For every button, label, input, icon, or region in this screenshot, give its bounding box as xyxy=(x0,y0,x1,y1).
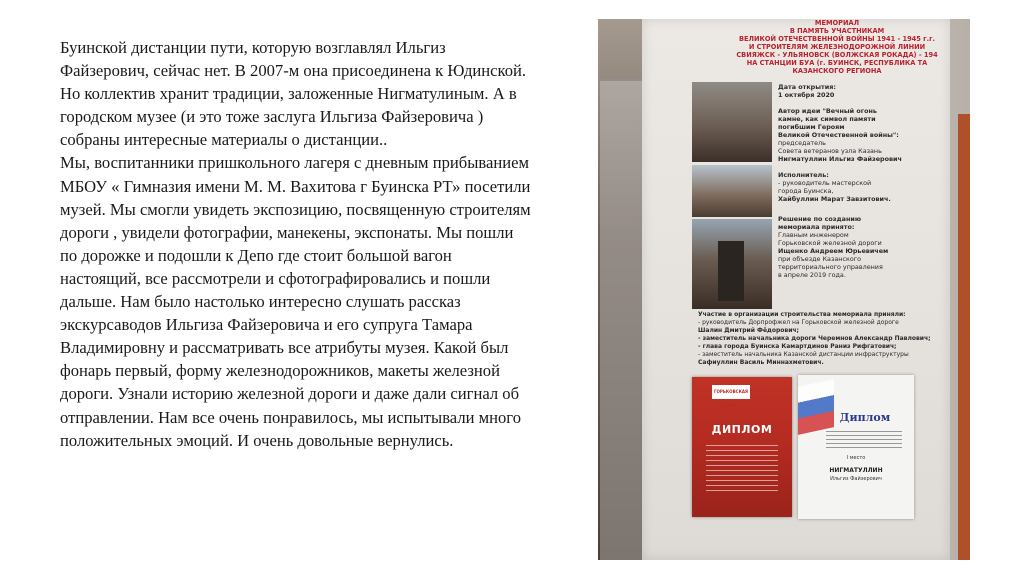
banner-info-line: - глава города Буинска Камартдинов Раниз Рифгатович; xyxy=(698,343,897,350)
diploma-place: I место xyxy=(846,455,866,461)
banner-info-line: погибшим Героям xyxy=(778,123,845,131)
glass-display-case xyxy=(600,79,646,560)
diploma-white-title: Диплом xyxy=(839,411,891,424)
banner-info-line: Хайбуллин Марат Завзитович. xyxy=(778,195,891,203)
article-text xyxy=(60,36,532,452)
banner-heading-line: КАЗАНСКОГО РЕГИОНА xyxy=(792,67,882,75)
banner-heading-line: В ПАМЯТЬ УЧАСТНИКАМ xyxy=(789,27,885,35)
banner-info-line: Ищенко Андреем Юрьевичем xyxy=(778,247,889,255)
banner-info-top xyxy=(778,83,938,203)
banner-info-line: Главным инженером xyxy=(778,231,849,239)
banner-info-line: города Буинска, xyxy=(778,187,834,195)
memorial-banner xyxy=(642,19,950,560)
banner-info-line: председатель xyxy=(778,139,826,147)
banner-info-line: Нигматуллин Ильгиз Файзерович xyxy=(778,155,902,163)
banner-info-line: мемориала принято: xyxy=(778,223,855,231)
banner-info-line: Совета ветеранов узла Казань xyxy=(778,147,882,155)
diploma-white-text-lines xyxy=(826,431,902,451)
banner-heading-line: НА СТАНЦИИ БУА (г. БУИНСК, РЕСПУБЛИКА ТА xyxy=(746,59,928,67)
diploma-white xyxy=(798,375,914,519)
diploma-red-title: ДИПЛОМ xyxy=(711,423,773,436)
banner-info-line: Шалин Дмитрий Фёдорович; xyxy=(698,327,799,334)
diploma-name-sub: Ильгиз Файзерович xyxy=(830,476,882,482)
wooden-door xyxy=(958,114,970,560)
banner-photo-crowd xyxy=(692,82,772,162)
banner-info-line: - руководитель мастерской xyxy=(778,179,872,187)
banner-info-decision xyxy=(778,215,938,279)
banner-info-line: территориального управления xyxy=(778,263,883,271)
banner-info-line: Исполнитель: xyxy=(778,171,829,179)
banner-info-line: Участие в организации строительства мемориала приняли: xyxy=(698,311,906,318)
banner-info-line xyxy=(778,99,938,107)
banner-info-line: Автор идеи "Вечный огонь xyxy=(778,107,877,115)
paragraph: Мы, воспитанники пришкольного лагеря с дневным прибыванием МБОУ « Гимназия имени М. М. Вахитова г Буинска РТ» посетили музей. Мы смогли увидеть экспозицию, посвященную строителям дороги , увидели фотографии, манекены, экспонаты. Мы пошли по дорожке и подошли к Депо где стоит большой вагон настоящий, все рассмотрели и сфотографировались и пошли дальше. Нам было настолько интересно слушать рассказ экскурсаводов Ильгиза Файзеровича и его супруга Тамара Владимировну и рассматривать все атрибуты музея. Какой был фонарь первый, форму железнодорожников, макеты железной дороги. Узнали историю железной дороги и даже дали сигнал об отправлении. Нам все очень понравилось, мы испытывали много положительных эмоций. И очень довольные вернулись. xyxy=(60,153,531,450)
banner-info-line: Сафиуллин Василь Миннахметович. xyxy=(698,359,824,366)
banner-heading-line: И СТРОИТЕЛЯМ ЖЕЛЕЗНОДОРОЖНОЙ ЛИНИИ xyxy=(748,43,926,51)
banner-heading-line: СВИЯЖСК - УЛЬЯНОВСК (ВОЛЖСКАЯ РОКАДА) - 194 xyxy=(736,51,938,59)
diploma-red-text-lines xyxy=(706,445,778,493)
banner-info-line: Дата открытия: xyxy=(778,83,836,91)
diploma-logo: ГОРЬКОВСКАЯ ДОРОГА xyxy=(712,385,750,399)
diploma-red xyxy=(692,377,792,517)
banner-info-line: - заместитель начальника дороги Черемнов Александр Павлович; xyxy=(698,335,931,342)
banner-heading-line: МЕМОРИАЛ xyxy=(814,19,860,27)
banner-heading-line: ВЕЛИКОЙ ОТЕЧЕСТВЕННОЙ ВОЙНЫ 1941 - 1945 г.г. xyxy=(738,35,936,43)
banner-info-line: в апреле 2019 года. xyxy=(778,271,846,279)
banner-info-line: при объезде Казанского xyxy=(778,255,861,263)
banner-heading xyxy=(732,19,942,75)
diploma-name: НИГМАТУЛЛИН xyxy=(829,467,883,474)
banner-info-bottom xyxy=(698,311,948,367)
banner-info-line: Горьковской железной дороги xyxy=(778,239,882,247)
banner-info-line: Великой Отечественной войны": xyxy=(778,131,899,139)
banner-info-line: Решение по созданию xyxy=(778,215,862,223)
banner-photo-street xyxy=(692,165,772,217)
banner-info-line: - руководитель Дорпрофжел на Горьковской железной дороге xyxy=(698,319,899,326)
banner-photo-monument xyxy=(692,219,772,309)
paragraph: Буинской дистанции пути, которую возглавлял Ильгиз Файзерович, сейчас нет. В 2007-м она присоединена к Юдинской. Но коллектив хранит традиции, заложенные Нигматулиным. А в городском музее (и это тоже заслуга Ильгиза Файзеровича ) собраны интересные материалы о дистанции.. xyxy=(60,38,527,150)
banner-info-line xyxy=(778,163,938,171)
museum-photo xyxy=(598,19,970,560)
banner-info-line: камне, как символ памяти xyxy=(778,115,876,123)
banner-info-line: - заместитель начальника Казанской дистанции инфраструктуры xyxy=(698,351,909,358)
banner-info-line: 1 октября 2020 xyxy=(778,91,835,99)
